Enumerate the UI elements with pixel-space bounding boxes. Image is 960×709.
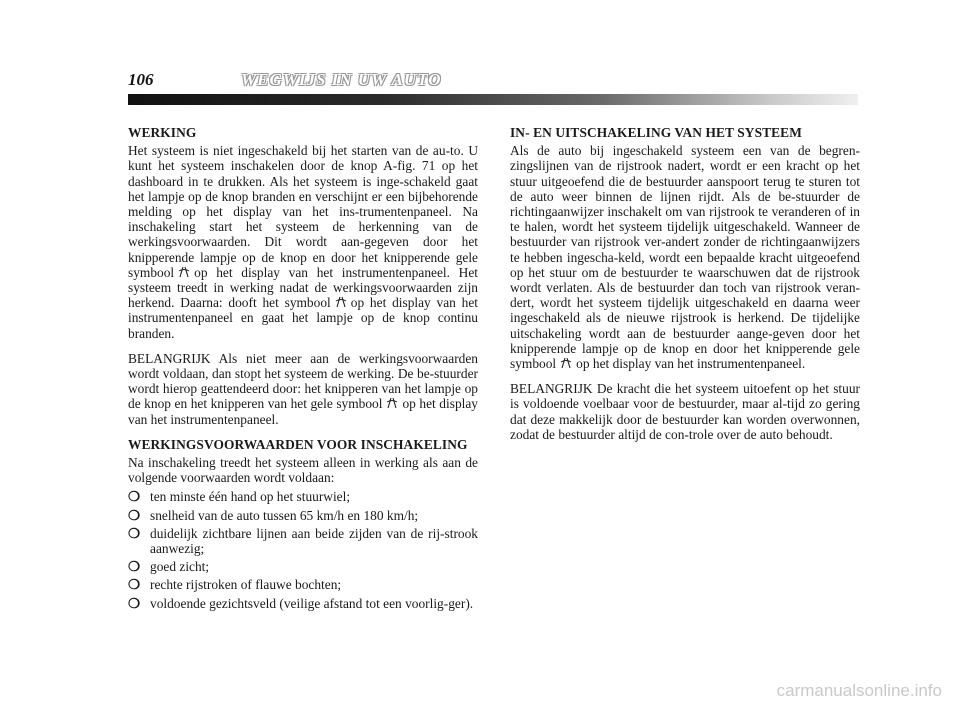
bullet-icon: ❍ — [128, 559, 141, 575]
list-item: ❍ ten minste één hand op het stuurwiel; — [128, 489, 351, 505]
paragraph-werking: Het systeem is niet ingeschakeld bij het starten van de au-to. U kunt het systeem inschakelen door de knop A-fig. 71 op het dashboard in te drukken. Als het systeem is inge-schakeld gaat het lampje op de knop branden en verschijnt er een bijbehorende melding op het display van het ins-trumentenpaneel. Na inschakeling start het systeem de herkenning van de werkingsvoorwaarden. Dit wordt aan-gegeven door het knipperende lampje op de knop en door het knipperende gele symbool op het display van het instrumentenpaneel. Het systeem treedt in werking nadat de werkingsvoorwaarden zijn herkend. Daarna: dooft het symbool op het display van het instrumentenpaneel en gaat het lampje op de knop continu branden. — [128, 143, 479, 341]
section-heading-werking: WERKING — [128, 125, 197, 140]
page-number: 106 — [128, 70, 154, 89]
section-heading-voorwaarden: WERKINGSVOORWAARDEN VOOR INSCHAKELING — [128, 436, 468, 452]
header-rule — [128, 94, 858, 105]
right-column — [510, 125, 860, 452]
bullet-icon: ❍ — [128, 525, 141, 541]
list-item: ❍ snelheid van de auto tussen 65 km/h en 180 km/h; — [128, 507, 419, 523]
list-item: ❍ goed zicht; — [128, 559, 210, 575]
section-heading-inschakeling: IN- EN UITSCHAKELING VAN HET SYSTEEM — [510, 125, 802, 140]
page-header — [0, 0, 960, 110]
watermark: carmanualsonline.info — [776, 681, 942, 700]
lane-assist-icon — [385, 397, 399, 409]
list-item: ❍ duidelijk zichtbare lijnen aan beide zijden van de rij-strook aanwezig; — [128, 525, 478, 557]
bullet-icon: ❍ — [128, 577, 141, 593]
lane-assist-icon — [559, 357, 573, 369]
bullet-icon: ❍ — [128, 595, 141, 611]
paragraph-belangrijk: BELANGRIJK Als niet meer aan de werkingsvoorwaarden wordt voldaan, dan stopt het systeem de werking. De be-stuurder wordt hierop geattendeerd door: het knipperen van het lampje op de knop en het knipperen van het gele symbool op het display van het instrumentenpaneel. — [128, 350, 478, 427]
list-item: ❍ voldoende gezichtsveld (veilige afstand tot een voorlig-ger). — [128, 595, 474, 611]
paragraph-voorwaarden-intro: Na inschakeling treedt het systeem alleen in werking als aan de volgende voorwaarden wordt voldaan: — [128, 455, 478, 486]
conditions-list — [128, 489, 478, 610]
bullet-icon: ❍ — [128, 489, 141, 505]
bullet-icon: ❍ — [128, 507, 141, 523]
header-title: WEGWIJS IN UW AUTO — [241, 70, 442, 89]
list-item: ❍ rechte rijstroken of flauwe bochten; — [128, 577, 342, 593]
paragraph-belangrijk-kracht: BELANGRIJK De kracht die het systeem uitoefent op het stuur is voldoende voelbaar voor de bestuurder, maar al-tijd zo gering dat deze makkelijk door de bestuurder kan worden overwonnen, zodat de bestuurder altijd de con-trole over de auto behoudt. — [510, 381, 860, 442]
lane-assist-icon — [334, 296, 348, 308]
left-column — [128, 125, 478, 614]
paragraph-inschakeling: Als de auto bij ingeschakeld systeem een van de begren-zingslijnen van de rijstrook nadert, wordt er een kracht op het stuur uitgeoefend die de bestuurder aanspoort terug te sturen tot de auto weer binnen de lijnen rijdt. Als de be-stuurder de richtingaanwijzer inschakelt om van rijstrook te veranderen of in te halen, wordt het systeem tijdelijk uitgeschakeld. Wanneer de bestuurder van rijstrook ver-andert zonder de richtingaanwijzers te hebben ingescha-keld, wordt een bepaalde kracht uitgeoefend op het stuur om de bestuurder te waarschuwen dat de rijstrook wordt verlaten. Als de bestuurder dan toch van rijstrook veran-dert, wordt het systeem tijdelijk uitgeschakeld en daarna weer ingeschakeld als de nieuwe rijstrook is herkend. De tijdelijke uitschakeling wordt aan de bestuurder aange-geven door het knipperende lampje op de knop en door het knipperende gele symbool op het display van het instrumentenpaneel. — [510, 143, 860, 372]
lane-assist-icon — [177, 266, 191, 278]
